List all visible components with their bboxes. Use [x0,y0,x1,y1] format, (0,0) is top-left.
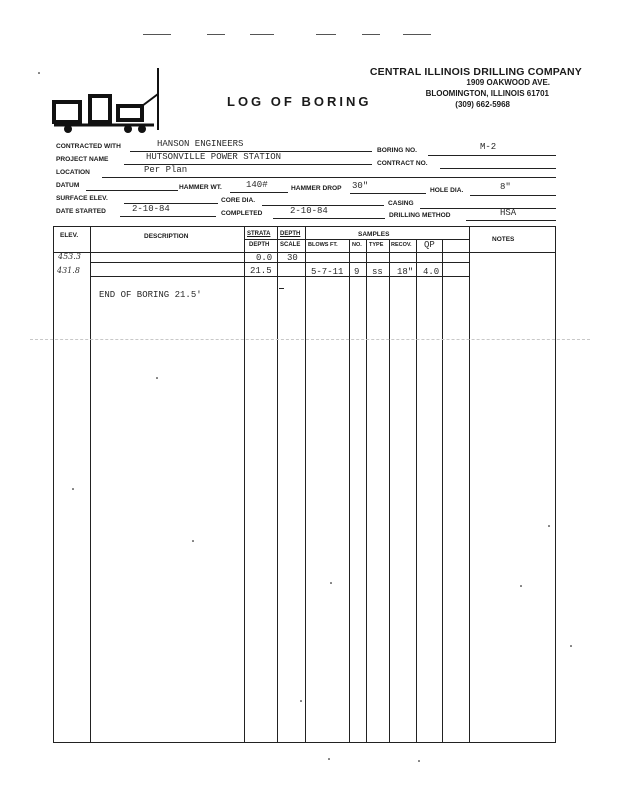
hole-dia-value: 8" [500,182,511,192]
contract-no-label: CONTRACT NO. [377,160,428,167]
location-label: LOCATION [56,169,90,176]
date-started-value: 2-10-84 [132,204,170,214]
hammer-drop-label: HAMMER DROP [291,185,342,192]
core-dia-label: CORE DIA. [221,197,256,204]
company-address-1: 1909 OAKWOOD AVE. [466,78,550,87]
hammer-wt-value: 140# [246,180,268,190]
type-header: TYPE [369,242,384,248]
description-header: DESCRIPTION [144,233,189,240]
hammer-wt-label: HAMMER WT. [179,184,222,191]
completed-value: 2-10-84 [290,206,328,216]
project-name-value: HUTSONVILLE POWER STATION [146,152,282,162]
company-name: CENTRAL ILLINOIS DRILLING COMPANY [369,66,582,78]
notes-header: NOTES [492,236,515,243]
completed-label: COMPLETED [221,210,263,217]
strata-depth-header: DEPTH [249,242,270,248]
contracted-with-label: CONTRACTED WITH [56,143,121,150]
row-2-recov: 18" [397,267,414,277]
contracted-with-value: HANSON ENGINEERS [157,139,244,149]
company-logo [50,68,165,134]
scale-header: SCALE [280,242,301,248]
drilling-method-label: DRILLING METHOD [389,212,451,219]
casing-label: CASING [388,200,414,207]
date-started-label: DATE STARTED [56,208,106,215]
drilling-method-value: HSA [500,208,517,218]
row-1-scale: 30 [287,253,298,263]
hole-dia-label: HOLE DIA. [430,187,464,194]
row-2-type: ss [372,267,383,277]
end-of-boring-note: END OF BORING 21.5' [99,290,202,300]
strata-header: STRATA [247,231,271,237]
boring-no-label: BORING NO. [377,147,417,154]
row-1-elev: 453.3 [58,252,81,261]
samples-header: SAMPLES [358,231,390,238]
hammer-drop-value: 30" [352,181,369,191]
row-2-strata-depth: 21.5 [250,266,272,276]
document-title: LOG OF BORING [227,94,372,109]
location-value: Per Plan [144,165,188,175]
row-1-strata-depth: 0.0 [256,253,273,263]
no-header: NO. [352,242,362,248]
row-2-no: 9 [354,267,360,277]
row-2-qp: 4.0 [423,267,440,277]
company-address-2: BLOOMINGTON, ILLINOIS 61701 [425,89,549,98]
company-phone: (309) 662-5968 [455,100,510,109]
elev-header: ELEV. [60,232,79,239]
surface-elev-label: SURFACE ELEV. [56,195,108,202]
recov-header: RECOV. [391,242,412,248]
blows-header: BLOWS FT. [308,242,338,248]
depth-header: DEPTH [280,231,301,237]
datum-label: DATUM [56,182,80,189]
boring-no-value: M-2 [480,142,497,152]
qp-header: QP [424,240,435,250]
row-2-elev: 431.8 [57,266,80,275]
row-2-blows: 5-7-11 [311,267,344,277]
project-name-label: PROJECT NAME [56,156,109,163]
